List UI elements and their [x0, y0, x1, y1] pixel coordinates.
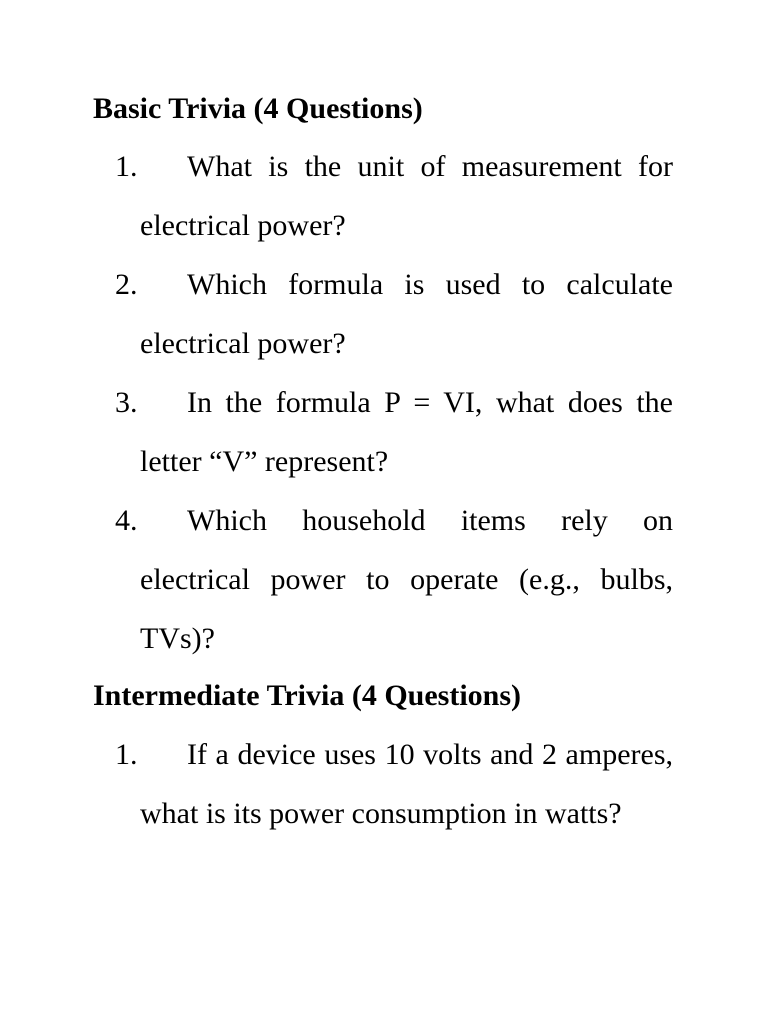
- question-number: 2.: [115, 268, 138, 301]
- section-heading-intermediate: Intermediate Trivia (4 Questions): [93, 679, 522, 712]
- question-item: [115, 725, 673, 843]
- question-item: [115, 491, 673, 668]
- question-number: 4.: [115, 504, 138, 537]
- question-text: Which formula is used to calculate electrical power?: [140, 268, 673, 360]
- question-item: [115, 255, 673, 373]
- question-item: [115, 373, 673, 491]
- question-text: What is the unit of measurement for electrical power?: [140, 150, 673, 242]
- question-text: In the formula P = VI, what does the letter “V” represent?: [140, 386, 673, 478]
- question-number: 1.: [115, 738, 138, 771]
- question-item: [115, 137, 673, 255]
- section-heading-basic: Basic Trivia (4 Questions): [93, 92, 423, 125]
- question-text: If a device uses 10 volts and 2 amperes, what is its power consumption in watts?: [140, 738, 673, 830]
- question-number: 3.: [115, 386, 138, 419]
- question-number: 1.: [115, 150, 138, 183]
- question-text: Which household items rely on electrical power to operate (e.g., bulbs, TVs)?: [140, 504, 673, 655]
